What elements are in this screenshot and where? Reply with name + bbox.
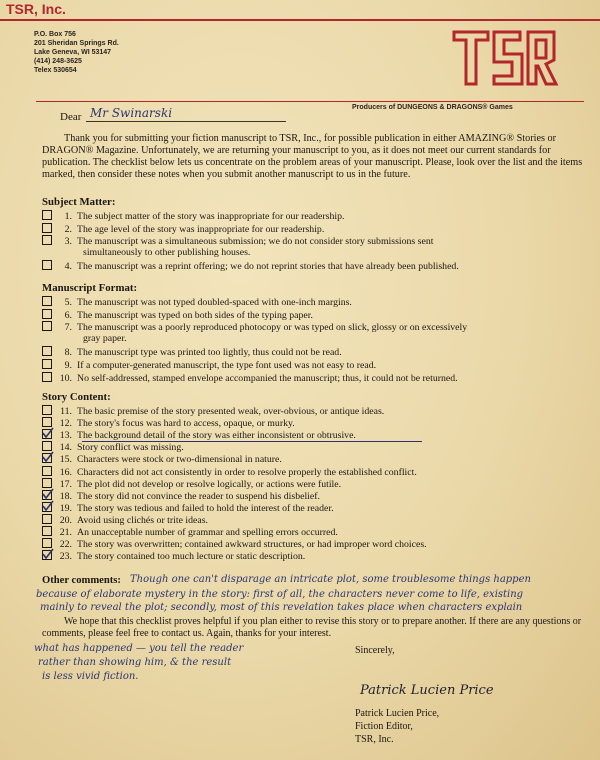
checklist-item xyxy=(42,372,592,384)
intro-paragraph: Thank you for submitting your fiction manuscript to TSR, Inc., for possible publication in either AMAZING® Stories or DRAGON® Magazine. Unfortunately, we are returning your manuscript to you, as it does not meet our current standards for publication. The checklist below lets us concentrate on the problem areas of your manuscript. Please, look over the list and the items marked, then consider these notes when you submit another manuscript to us in the future. xyxy=(42,133,583,181)
checkbox[interactable] xyxy=(42,372,52,382)
item-text: The story was tedious and failed to hold the interest of the reader. xyxy=(77,502,334,514)
item-text: The manuscript type was printed too lightly, thus could not be read. xyxy=(77,347,342,359)
check-mark-icon xyxy=(42,427,54,439)
item-number: 9. xyxy=(64,360,72,371)
item-text: The manuscript was a simultaneous submission; we do not consider story submissions sent xyxy=(77,236,434,248)
signer-company: TSR, Inc. xyxy=(355,734,394,745)
handwritten-underline xyxy=(82,441,422,442)
item-text: If a computer-generated manuscript, the type font used was not easy to read. xyxy=(77,360,377,371)
item-number: 8. xyxy=(64,347,72,359)
checklist-item xyxy=(42,346,592,358)
item-number: 2. xyxy=(64,223,72,235)
section-subject-matter: Subject Matter: xyxy=(42,196,116,208)
item-number: 18. xyxy=(59,490,72,502)
item-text: The age level of the story was inappropriate for our readership. xyxy=(77,223,325,235)
item-number: 10. xyxy=(59,372,72,384)
checkbox[interactable] xyxy=(42,346,52,356)
item-number: 3. xyxy=(64,236,72,248)
check-mark-icon xyxy=(42,500,54,512)
item-number: 13. xyxy=(59,430,72,442)
checkbox[interactable] xyxy=(42,235,52,245)
checklist-item xyxy=(42,359,592,371)
item-text: Characters did not act consistently in order to resolve properly the established conflict. xyxy=(77,466,417,478)
checkbox[interactable] xyxy=(42,260,52,270)
item-text: The manuscript was a poorly reproduced photocopy or was typed on slick, glossy or on excessively xyxy=(77,322,468,334)
checkbox[interactable] xyxy=(42,514,52,524)
checklist-item xyxy=(42,466,592,478)
item-number: 12. xyxy=(59,418,72,430)
handwritten-comment: is less vivid fiction. xyxy=(42,671,139,682)
item-text: Characters were stock or two-dimensional in nature. xyxy=(77,454,282,466)
item-text-continued: simultaneously to other publishing houses. xyxy=(83,247,251,259)
item-text: The manuscript was not typed doubled-spaced with one-inch margins. xyxy=(77,297,352,308)
item-text: The story was overwritten; contained awkward structures, or had improper word choices. xyxy=(77,539,427,551)
checklist-item xyxy=(42,490,592,502)
checklist-item xyxy=(42,502,592,514)
item-text: Avoid using clichés or trite ideas. xyxy=(77,514,208,526)
closing-paragraph: We hope that this checklist proves helpful if you plan either to revise this story or to prepare another. If there are any questions or comments, please feel free to contact us. Again, thanks for your interest. xyxy=(42,616,582,639)
section-manuscript-format: Manuscript Format: xyxy=(42,282,138,294)
item-number: 21. xyxy=(59,527,72,538)
checklist-item xyxy=(42,235,592,258)
item-number: 7. xyxy=(64,322,72,334)
item-text-continued: gray paper. xyxy=(83,333,127,345)
checkbox[interactable] xyxy=(42,453,52,463)
handwritten-recipient: Mr Swinarski xyxy=(90,106,173,120)
item-text: An unacceptable number of grammar and spelling errors occurred. xyxy=(77,527,338,538)
handwritten-comment: rather than showing him, & the result xyxy=(38,657,232,668)
checklist-item xyxy=(42,441,592,453)
checkbox[interactable] xyxy=(42,502,52,512)
checkbox[interactable] xyxy=(42,359,52,369)
item-text: The story did not convince the reader to suspend his disbelief. xyxy=(77,490,320,502)
item-number: 6. xyxy=(64,309,72,321)
checkbox[interactable] xyxy=(42,210,52,220)
checkbox[interactable] xyxy=(42,490,52,500)
checklist-item xyxy=(42,514,592,526)
checklist-item xyxy=(42,453,592,465)
item-number: 23. xyxy=(59,551,72,563)
item-text: The subject matter of the story was inappropriate for our readership. xyxy=(77,211,345,222)
header-rule xyxy=(0,19,600,21)
checklist-item xyxy=(42,223,592,235)
checkbox[interactable] xyxy=(42,321,52,331)
checklist-item xyxy=(42,321,592,344)
checkbox[interactable] xyxy=(42,405,52,415)
checkbox[interactable] xyxy=(42,441,52,451)
checklist-item xyxy=(42,550,592,562)
checkbox[interactable] xyxy=(42,478,52,488)
checklist-item xyxy=(42,526,592,538)
checklist-item xyxy=(42,478,592,490)
check-mark-icon xyxy=(42,488,54,500)
item-number: 19. xyxy=(59,502,72,514)
address-line: 201 Sheridan Springs Rd. xyxy=(34,40,119,47)
address-line: Lake Geneva, WI 53147 xyxy=(34,49,112,56)
salutation: Dear xyxy=(60,111,82,123)
checkbox[interactable] xyxy=(42,309,52,319)
signer-name: Patrick Lucien Price, xyxy=(355,708,440,719)
item-number: 11. xyxy=(60,406,72,417)
checkbox[interactable] xyxy=(42,429,52,439)
item-text: The basic premise of the story presented weak, over-obvious, or antique ideas. xyxy=(77,406,385,417)
checkbox[interactable] xyxy=(42,526,52,536)
section-story-content: Story Content: xyxy=(42,391,111,403)
address-line: P.O. Box 756 xyxy=(34,31,76,38)
check-mark-icon xyxy=(42,548,54,560)
producer-line: Producers of DUNGEONS & DRAGONS® Games xyxy=(352,104,513,111)
item-number: 4. xyxy=(64,261,72,273)
handwritten-comment: because of elaborate mystery in the story: first of all, the characters never come to life, existing xyxy=(36,589,524,600)
check-mark-icon xyxy=(42,451,54,463)
checkbox[interactable] xyxy=(42,417,52,427)
tsr-logo xyxy=(450,24,560,94)
handwritten-comment: mainly to reveal the plot; secondly, most of this revelation takes place when characters explain xyxy=(40,602,523,613)
item-number: 17. xyxy=(59,478,72,490)
signer-title: Fiction Editor, xyxy=(355,721,413,732)
checkbox[interactable] xyxy=(42,223,52,233)
signature: Patrick Lucien Price xyxy=(360,683,494,698)
item-text: The manuscript was a reprint offering; we do not reprint stories that have already been published. xyxy=(77,261,459,273)
item-number: 22. xyxy=(59,539,72,551)
item-text: The plot did not develop or resolve logically, or actions were futile. xyxy=(77,478,342,490)
item-number: 20. xyxy=(59,514,72,526)
item-text: No self-addressed, stamped envelope accompanied the manuscript; thus, it could not be returned. xyxy=(77,372,458,384)
handwritten-comment: Though one can't disparage an intricate plot, some troublesome things happen xyxy=(130,574,531,585)
item-text: The manuscript was typed on both sides of the typing paper. xyxy=(77,309,313,321)
address-line: (414) 248-3625 xyxy=(34,58,82,65)
item-number: 1. xyxy=(64,211,72,222)
checklist-item xyxy=(42,538,592,550)
checklist-item xyxy=(42,296,592,308)
item-text: The story's focus was hard to access, opaque, or murky. xyxy=(77,418,295,430)
checkbox[interactable] xyxy=(42,538,52,548)
checklist-item xyxy=(42,405,592,417)
other-comments-label: Other comments: xyxy=(42,575,121,586)
item-text: Story conflict was missing. xyxy=(77,442,184,454)
item-text: The background detail of the story was either inconsistent or obtrusive. xyxy=(77,430,356,442)
checklist-item xyxy=(42,417,592,429)
checklist-item xyxy=(42,309,592,321)
address-block xyxy=(34,30,119,75)
checklist-item xyxy=(42,260,592,272)
sincerely: Sincerely, xyxy=(355,645,395,656)
company-name: TSR, Inc. xyxy=(6,1,66,17)
salutation-line xyxy=(86,121,286,122)
checkbox[interactable] xyxy=(42,296,52,306)
letterhead-rule xyxy=(36,101,584,102)
address-line: Telex 530654 xyxy=(34,67,77,74)
checklist-item xyxy=(42,210,592,222)
item-number: 16. xyxy=(59,466,72,478)
item-number: 5. xyxy=(64,297,72,308)
handwritten-comment: what has happened — you tell the reader xyxy=(34,643,244,654)
item-text: The story contained too much lecture or static description. xyxy=(77,551,306,563)
checklist-item xyxy=(42,429,592,441)
item-number: 14. xyxy=(59,442,72,454)
item-number: 15. xyxy=(59,454,72,466)
checkbox[interactable] xyxy=(42,466,52,476)
checkbox[interactable] xyxy=(42,550,52,560)
